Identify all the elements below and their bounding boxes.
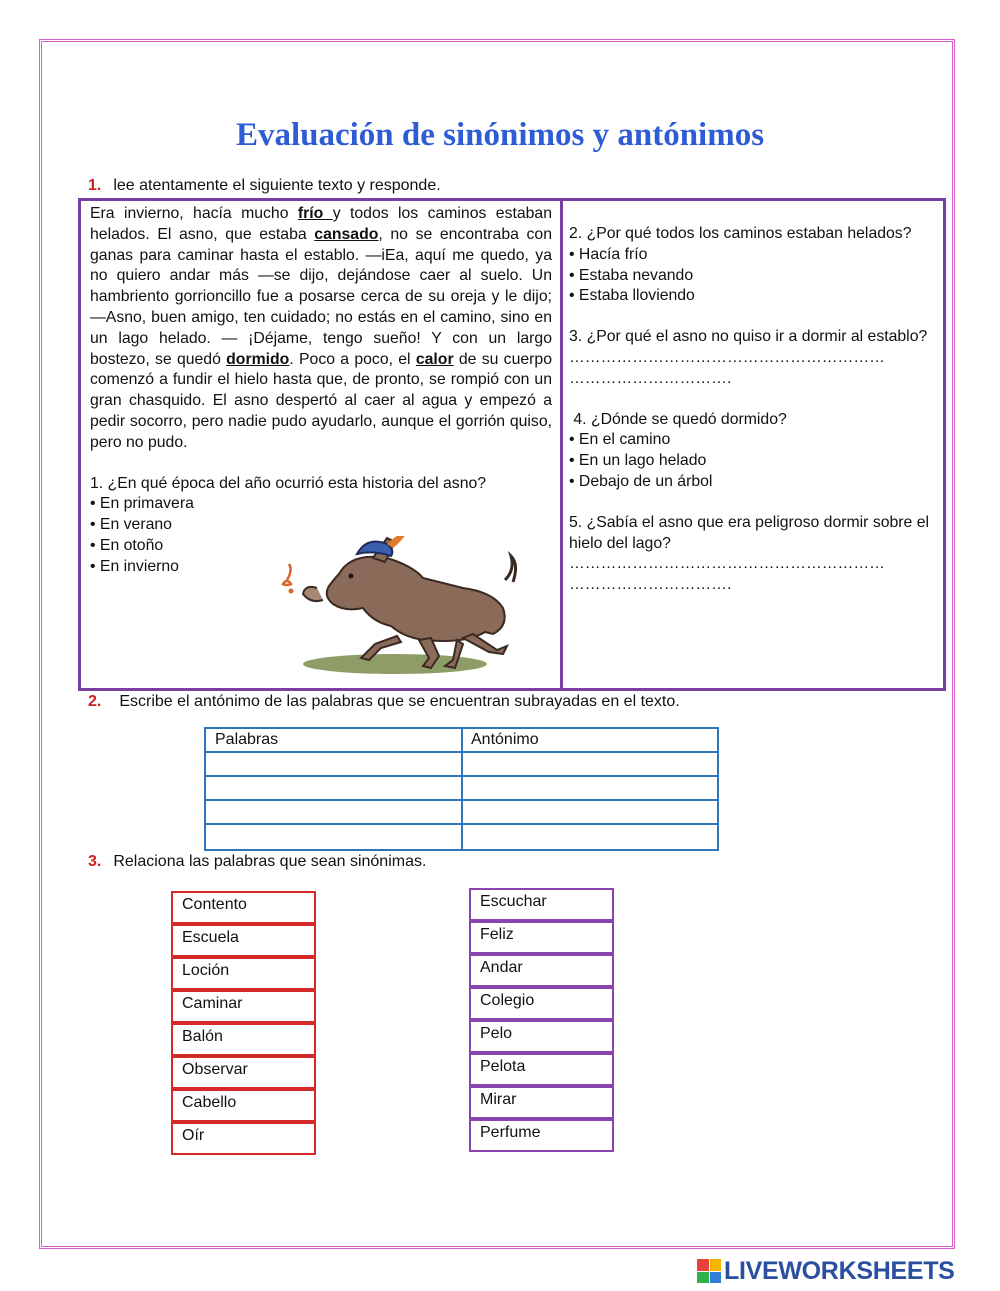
question-3-text: 3. ¿Por qué el asno no quiso ir a dormir al establo?	[569, 328, 928, 346]
question-5-answer-line[interactable]: ……………………………………………………	[569, 555, 885, 573]
donkey-illustration	[277, 536, 527, 686]
question-3	[569, 327, 934, 389]
question-4-option[interactable]: • En un lago helado	[569, 452, 707, 470]
left-word-box[interactable]: Oír	[171, 1122, 316, 1155]
story-left-column	[90, 204, 552, 578]
section-2-text: Escribe el antónimo de las palabras que se encuentran subrayadas en el texto.	[119, 693, 680, 710]
question-2-text: 2. ¿Por qué todos los caminos estaban helados?	[569, 225, 912, 242]
table-row[interactable]	[206, 801, 717, 825]
left-word-box[interactable]: Cabello	[171, 1089, 316, 1122]
question-4-option[interactable]: • En el camino	[569, 431, 671, 449]
left-word-box[interactable]: Observar	[171, 1056, 316, 1089]
antonym-table	[204, 727, 719, 851]
question-4	[569, 410, 934, 493]
story-text: Era invierno, hacía mucho frío y todos los caminos estaban helados. El asno, que estaba cansado, no se encontraba con ganas para caminar hasta el establo. —iEa, aquí me quedo, ya no quiero andar más —se dijo, dejándose caer al suelo. Un hambriento gorrioncillo fue a posarse cerca de su oreja y le dijo; —Asno, buen amigo, ten cuidado; no estás en el camino, sino en un lago helado. — ¡Déjame, tengo sueño! Y con un largo bostezo, se quedó dormido. Poco a poco, el calor de su cuerpo comenzó a fundir el hielo hasta que, de pronto, se rompió con un gran chasquido. El asno despertó al caer al agua y empezó a pedir socorro, pero nadie pudo ayudarlo, aunque el gorrión quiso, pero no pudo.	[90, 205, 552, 451]
table-header-row	[206, 729, 717, 753]
question-3-answer-line[interactable]: ………………………….	[569, 369, 732, 387]
question-2-option[interactable]: • Estaba lloviendo	[569, 287, 695, 305]
underlined-word-calor: calor	[415, 350, 454, 368]
table-row[interactable]	[206, 753, 717, 777]
story-divider	[560, 201, 563, 688]
section-1-instruction	[88, 177, 441, 195]
liveworksheets-logo-text: LIVEWORKSHEETS	[724, 1256, 955, 1285]
left-word-box[interactable]: Caminar	[171, 990, 316, 1023]
left-word-box[interactable]: Loción	[171, 957, 316, 990]
table-row[interactable]	[206, 777, 717, 801]
question-1-text: 1. ¿En qué época del año ocurrió esta historia del asno?	[90, 474, 487, 492]
left-word-box[interactable]: Balón	[171, 1023, 316, 1056]
section-2-instruction	[88, 693, 680, 711]
question-3-answer-line[interactable]: ……………………………………………………	[569, 348, 885, 366]
right-word-box[interactable]: Pelota	[469, 1053, 614, 1086]
story-box	[78, 198, 946, 691]
question-5	[569, 513, 934, 596]
underlined-word-cansado: cansado	[314, 225, 379, 243]
table-row[interactable]	[206, 825, 717, 849]
question-1-option[interactable]: • En primavera	[90, 495, 194, 513]
left-word-box[interactable]: Contento	[171, 891, 316, 924]
right-word-box[interactable]: Pelo	[469, 1020, 614, 1053]
right-word-box[interactable]: Perfume	[469, 1119, 614, 1152]
liveworksheets-logo	[697, 1256, 955, 1285]
right-word-box[interactable]: Feliz	[469, 921, 614, 954]
page-title: Evaluación de sinónimos y antónimos	[235, 117, 765, 153]
question-1-option[interactable]: • En invierno	[90, 557, 179, 575]
story-right-column	[569, 224, 934, 616]
section-2-number: 2.	[88, 693, 102, 710]
question-4-text: 4. ¿Dónde se quedó dormido?	[569, 410, 787, 428]
table-header-antonym: Antónimo	[471, 731, 539, 748]
question-1-option[interactable]: • En verano	[90, 516, 172, 534]
question-4-option[interactable]: • Debajo de un árbol	[569, 472, 713, 490]
left-word-box[interactable]: Escuela	[171, 924, 316, 957]
section-1-text: lee atentamente el siguiente texto y responde.	[113, 177, 441, 194]
right-word-box[interactable]: Colegio	[469, 987, 614, 1020]
right-word-box[interactable]: Escuchar	[469, 888, 614, 921]
question-2	[569, 224, 934, 307]
underlined-word-dormido: dormido	[226, 350, 290, 368]
right-word-box[interactable]: Mirar	[469, 1086, 614, 1119]
question-1-option[interactable]: • En otoño	[90, 536, 164, 554]
question-2-option[interactable]: • Hacía frío	[569, 245, 648, 263]
question-2-option[interactable]: • Estaba nevando	[569, 266, 694, 284]
section-3-instruction	[88, 853, 426, 871]
right-word-box[interactable]: Andar	[469, 954, 614, 987]
table-header-words: Palabras	[215, 731, 279, 748]
question-5-answer-line[interactable]: ………………………….	[569, 576, 732, 594]
section-1-number: 1.	[88, 177, 102, 194]
question-5-text: 5. ¿Sabía el asno que era peligroso dormir sobre el hielo del lago?	[569, 513, 930, 552]
underlined-word-frio: frío	[297, 205, 333, 222]
section-3-text: Relaciona las palabras que sean sinónimas.	[113, 853, 427, 870]
liveworksheets-logo-icon	[697, 1259, 721, 1283]
section-3-number: 3.	[88, 853, 102, 870]
